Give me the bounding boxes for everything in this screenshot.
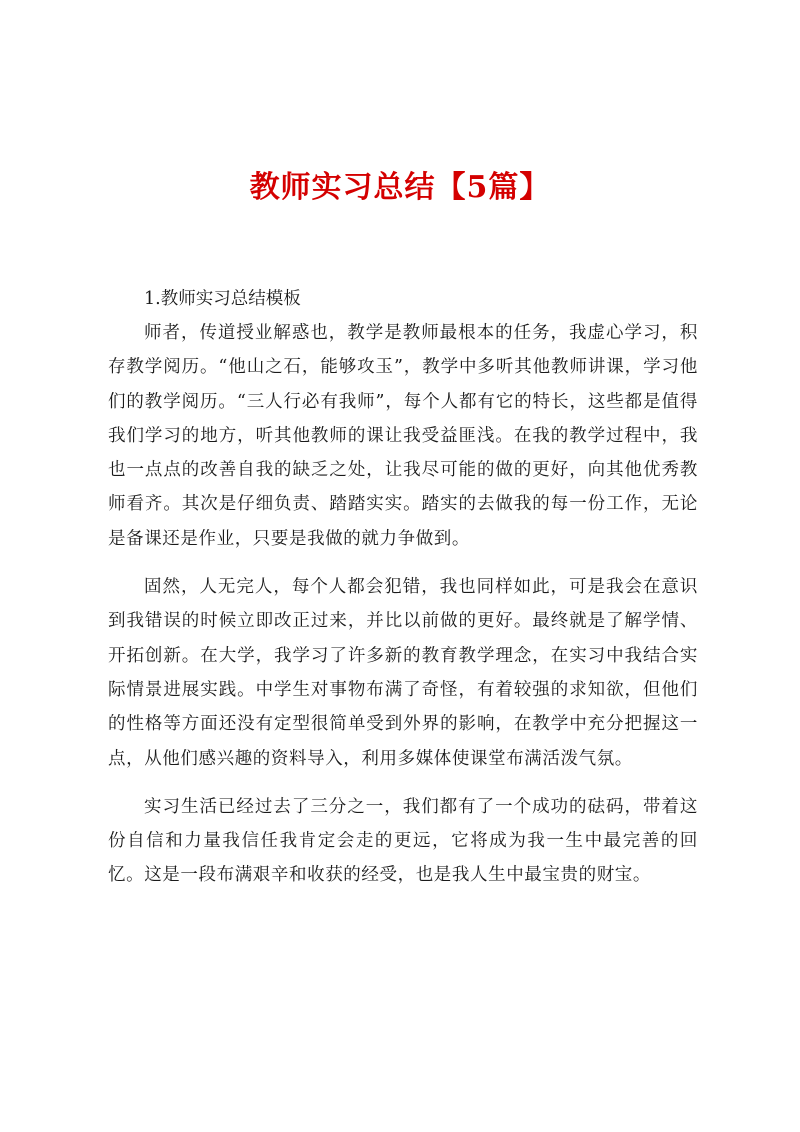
paragraph-2: 固然，人无完人，每个人都会犯错，我也同样如此，可是我会在意识到我错误的时候立即改正过来，并比以前做的更好。最终就是了解学情、开拓创新。在大学，我学习了许多新的教育教学理念，在实习中我结合实际情景进展实践。中学生对事物布满了奇怪，有着较强的求知欲，但他们的性格等方面还没有定型很简单受到外界的影响，在教学中充分把握这一点，从他们感兴趣的资料导入，利用多媒体使课堂布满活泼气氛。 (108, 577, 698, 769)
document-body (108, 282, 698, 907)
document-title: 教师实习总结【5篇】 (249, 170, 551, 205)
paragraph-3: 实习生活已经过去了三分之一，我们都有了一个成功的砝码，带着这份自信和力量我信任我肯定会走的更远，它将成为我一生中最完善的回忆。这是一段布满艰辛和收获的经受，也是我人生中最宝贵的财宝。 (108, 796, 698, 886)
paragraph-1: 师者，传道授业解惑也，教学是教师最根本的任务，我虚心学习，积存教学阅历。“他山之石，能够攻玉”，教学中多听其他教师讲课，学习他们的教学阅历。“三人行必有我师”，每个人都有它的特长，这些都是值得我们学习的地方，听其他教师的课让我受益匪浅。在我的教学过程中，我也一点点的改善自我的缺乏之处，让我尽可能的做的更好，向其他优秀教师看齐。其次是仔细负责、踏踏实实。踏实的去做我的每一份工作，无论是备课还是作业，只要是我做的就力争做到。 (108, 323, 698, 549)
section-heading: 1.教师实习总结模板 (144, 289, 301, 309)
